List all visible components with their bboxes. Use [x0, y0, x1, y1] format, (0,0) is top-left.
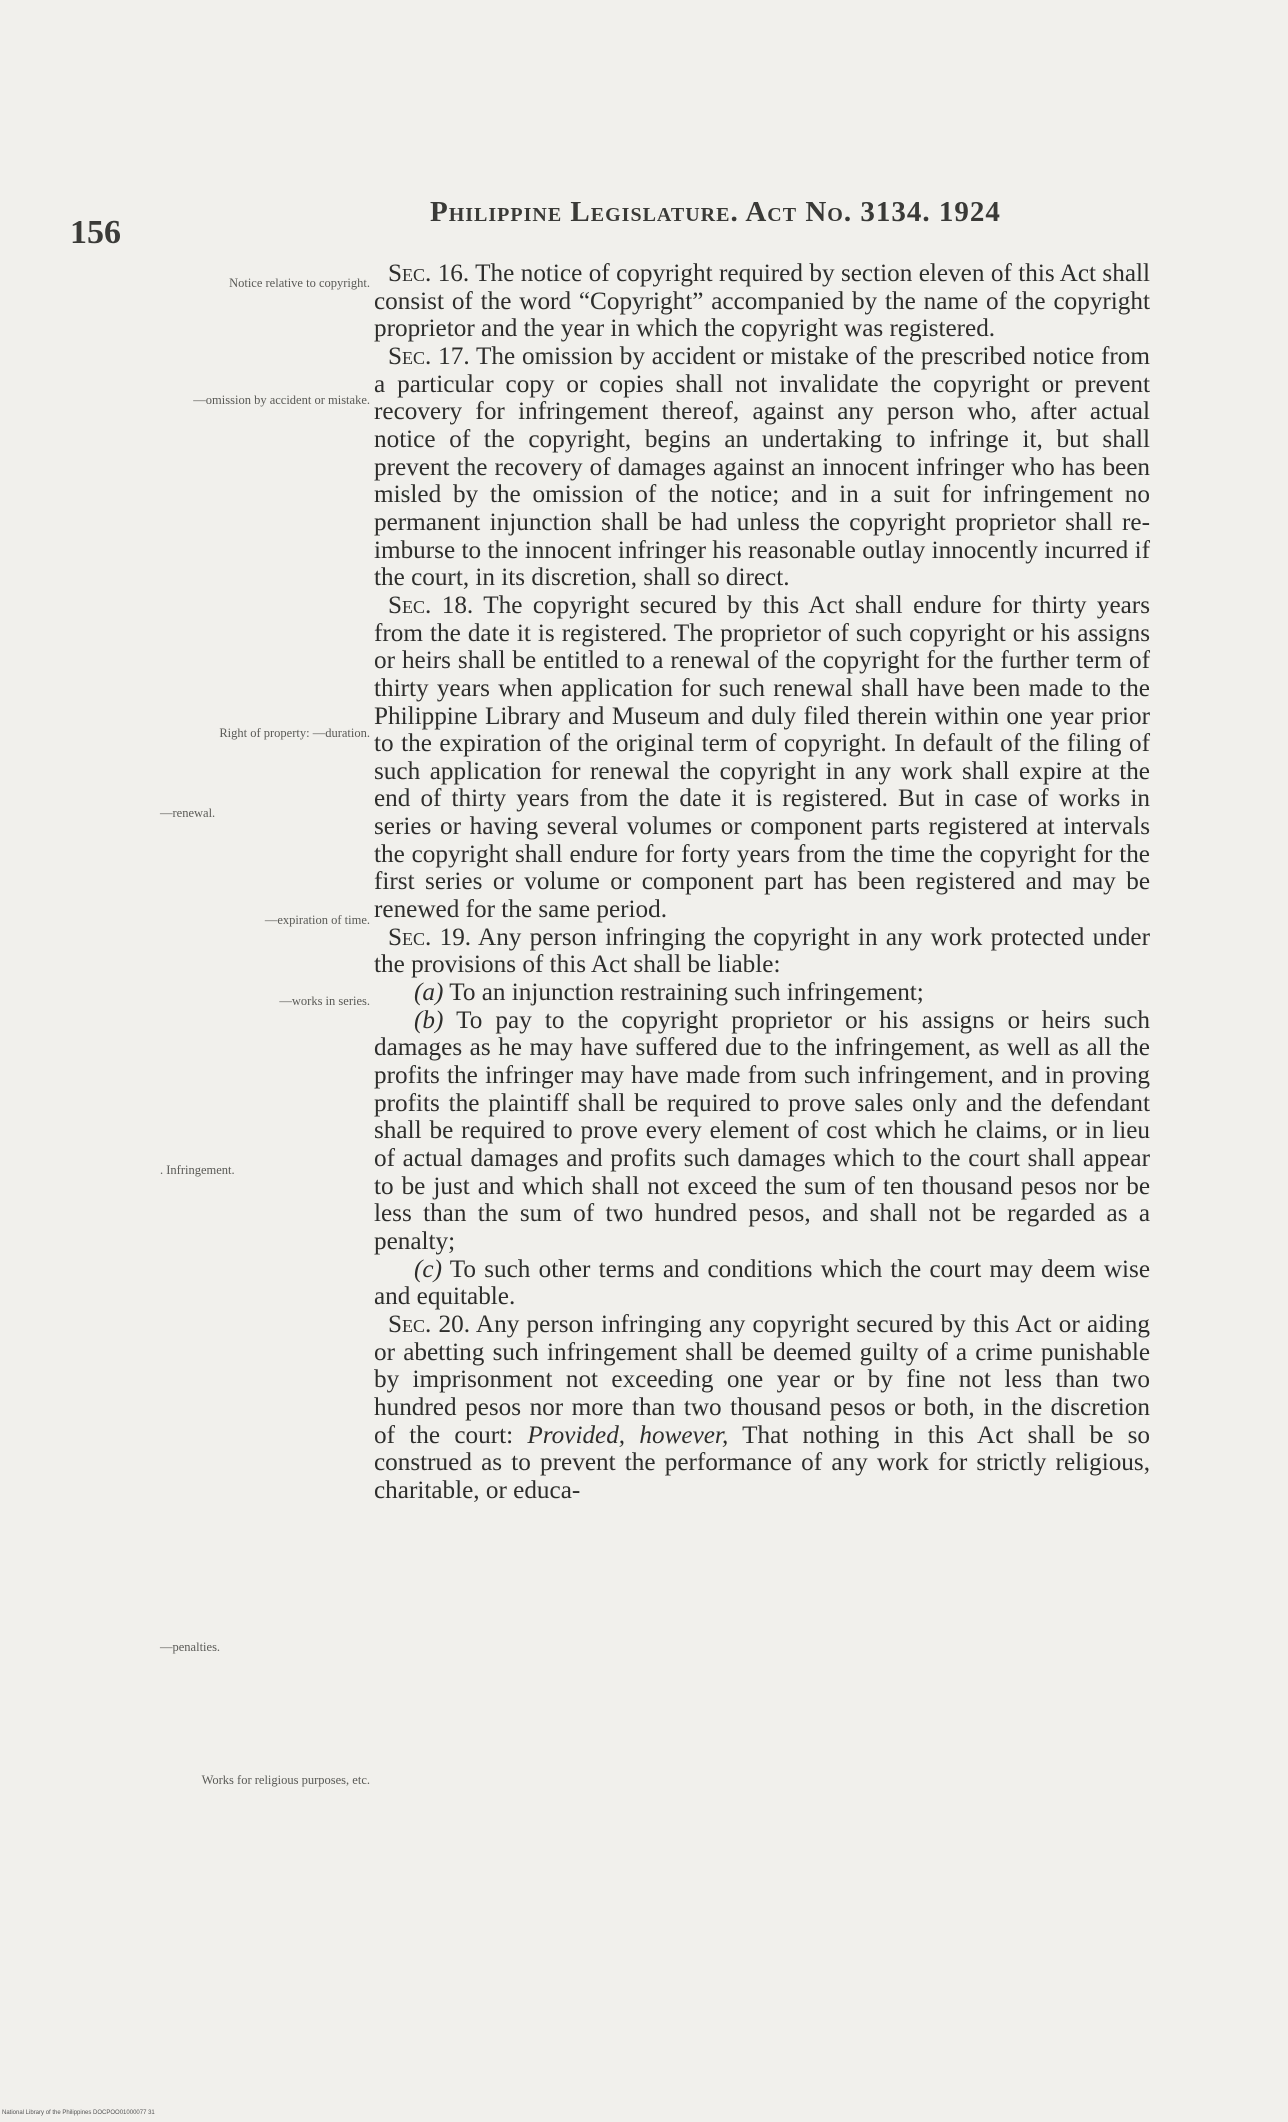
body-text: [374, 260, 1150, 1505]
section-18: [374, 592, 1150, 924]
running-head: [430, 196, 1170, 229]
section-20-label: Sec. 20.: [388, 1310, 471, 1338]
running-head-text: Philippine Legislature. Act No. 3134. 1924: [430, 196, 1001, 228]
section-20: [374, 1311, 1150, 1505]
section-19-clause-c: [374, 1256, 1150, 1311]
section-19: [374, 924, 1150, 979]
section-19-label: Sec. 19.: [388, 923, 472, 951]
section-17-text: The omission by accident or mistake of the prescribed notice from a particular copy or copies shall not invalidate the copyright or prevent recovery for infringement thereof, against any person who, after actual notice of the copyright, begins an undertaking to infringe it, but shall prevent the recovery of damages against an innocent infringer who has been misled by the omission of the notice; and in a suit for infringement no permanent injunction shall be had unless the copyright proprietor shall reimburse to the innocent infringer his reasonable outlay innocently incurred if the court, in its discretion, shall so direct.: [374, 342, 1150, 592]
section-19-text: Any person infringing the copyright in any work protected under the provisions of this Act shall be liable:: [374, 923, 1150, 979]
margin-note-notice: Notice relative to copyright.: [229, 276, 370, 290]
clause-b-text: To pay to the copyright proprietor or his assigns or heirs such damages as he may have suffered due to the infringement, as well as all the profits the infringer may have made from such infringement, and in proving profits the plaintiff shall be required to prove sales only and the defendant shall be required to prove every element of cost which he claims, or in lieu of actual damages and profits such damages which to the court shall appear to be just and which shall not exceed the sum of ten thousand pesos nor be less than the sum of two hundred pesos, and shall not be regarded as a penalty;: [374, 1006, 1151, 1255]
section-19-clause-b: [374, 1007, 1150, 1256]
section-18-text: The copyright secured by this Act shall endure for thirty years from the date it is registered. The proprietor of such copyright or his assigns or heirs shall be entitled to a renewal of the copyright for the further term of thirty years when application for such renewal shall have been made to the Philippine Library and Museum and duly filed therein within one year prior to the expiration of the original term of copyright. In default of the filing of such application for renewal the copyright in any work shall expire at the end of thirty years from the date it is registered. But in case of works in series or having several volumes or component parts registered at intervals the copyright shall endure for forty years from the time the copyright for the first series or volume or component part has been registered and may be renewed for the same period.: [374, 591, 1151, 924]
margin-note-expiration: —expiration of time.: [264, 913, 370, 927]
section-19-clause-a: [374, 979, 1150, 1007]
section-16-label: Sec. 16.: [388, 260, 470, 287]
clause-c-letter: (c): [414, 1255, 442, 1283]
section-20-text: Any person infringing any copyright secured by this Act or aiding or abetting such infringement shall be deemed guilty of a crime punishable by imprisonment not exceeding one year or by fine not less than two hundred pesos nor more than two thousand pesos or both, in the discretion of the court:: [374, 1310, 1150, 1449]
clause-c-text: To such other terms and conditions which the court may deem wise and equitable.: [374, 1255, 1150, 1311]
section-17-label: Sec. 17.: [388, 342, 470, 370]
margin-note-penalties: —penalties.: [160, 1640, 221, 1654]
clause-b-letter: (b): [414, 1006, 444, 1034]
section-16-text: The notice of copyright required by section eleven of this Act shall consist of the word “Copyright” accompanied by the name of the copyright proprietor and the year in which the copyright was registered.: [374, 260, 1150, 343]
section-16: [374, 260, 1150, 343]
margin-note-infringement: . Infringement.: [160, 1163, 235, 1177]
scan-footer: National Library of the Philippines DOCPOO01000077 31: [2, 2110, 155, 2116]
margin-note-right-of-property: Right of property: —duration.: [219, 726, 370, 740]
margin-note-works-in-series: —works in series.: [279, 994, 370, 1008]
margin-note-renewal: —renewal.: [160, 806, 216, 820]
section-20-proviso: Provided, however,: [527, 1421, 729, 1449]
page-number: 156: [70, 214, 121, 251]
section-17: [374, 343, 1150, 592]
margin-note-omission: —omission by accident or mistake.: [193, 393, 370, 407]
clause-a-text: To an injunction restraining such infringement;: [449, 979, 924, 1007]
clause-a-letter: (a): [414, 979, 444, 1007]
section-18-label: Sec. 18.: [388, 591, 474, 619]
margin-note-works-religious: Works for religious purposes, etc.: [201, 1773, 370, 1787]
section-20-text-after: That nothing in this Act shall be so construed as to prevent the performance of any work for strictly religious, charitable, or educa-: [374, 1421, 1151, 1504]
